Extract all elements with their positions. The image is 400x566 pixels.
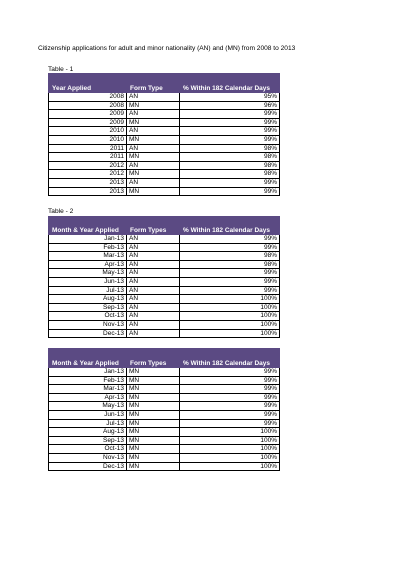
cell-percent: 99%	[180, 419, 280, 428]
cell-period: Feb-13	[49, 376, 127, 385]
cell-period: 2010	[49, 127, 127, 136]
cell-form-type: AN	[127, 110, 180, 119]
cell-period: 2012	[49, 170, 127, 179]
cell-form-type: AN	[127, 303, 180, 312]
table-row	[49, 252, 280, 261]
cell-percent: 100%	[180, 445, 280, 454]
table-row	[49, 127, 280, 136]
cell-form-type: MN	[127, 118, 180, 127]
cell-form-type: AN	[127, 93, 180, 102]
table-row	[49, 178, 280, 187]
cell-period: 2012	[49, 161, 127, 170]
table-1-caption: Table - 1	[48, 66, 74, 73]
cell-percent: 99%	[180, 402, 280, 411]
cell-form-type: MN	[127, 445, 180, 454]
table-row	[49, 153, 280, 162]
cell-percent: 98%	[180, 144, 280, 153]
cell-form-type: MN	[127, 402, 180, 411]
cell-percent: 99%	[180, 269, 280, 278]
cell-percent: 100%	[180, 295, 280, 304]
table-row	[49, 436, 280, 445]
cell-form-type: MN	[127, 385, 180, 394]
cell-percent: 98%	[180, 153, 280, 162]
cell-form-type: MN	[127, 170, 180, 179]
cell-form-type: AN	[127, 329, 180, 338]
cell-percent: 99%	[180, 243, 280, 252]
column-header-percent-within-182-days: % Within 182 Calendar Days	[180, 349, 280, 368]
cell-percent: 99%	[180, 127, 280, 136]
cell-period: Sep-13	[49, 303, 127, 312]
table-row	[49, 445, 280, 454]
cell-period: 2013	[49, 178, 127, 187]
table-row	[49, 402, 280, 411]
table-row	[49, 101, 280, 110]
cell-form-type: AN	[127, 295, 180, 304]
cell-period: May-13	[49, 402, 127, 411]
cell-form-type: AN	[127, 320, 180, 329]
column-header-year-applied: Year Applied	[49, 74, 127, 93]
table-row	[49, 135, 280, 144]
cell-form-type: MN	[127, 462, 180, 471]
table-row	[49, 235, 280, 244]
table-1	[48, 73, 280, 196]
cell-period: Mar-13	[49, 385, 127, 394]
table-row	[49, 419, 280, 428]
cell-form-type: AN	[127, 312, 180, 321]
table-row	[49, 187, 280, 196]
table-row	[49, 462, 280, 471]
table-row	[49, 277, 280, 286]
table-row	[49, 428, 280, 437]
cell-form-type: AN	[127, 286, 180, 295]
cell-percent: 99%	[180, 410, 280, 419]
table-row	[49, 269, 280, 278]
cell-period: Jul-13	[49, 419, 127, 428]
column-header-form-type: Form Type	[127, 74, 180, 93]
cell-period: 2008	[49, 93, 127, 102]
cell-period: Sep-13	[49, 436, 127, 445]
table-1-header-row	[49, 74, 280, 93]
cell-form-type: MN	[127, 453, 180, 462]
cell-form-type: AN	[127, 127, 180, 136]
cell-period: Mar-13	[49, 252, 127, 261]
column-header-month-year-applied: Month & Year Applied	[49, 349, 127, 368]
cell-percent: 100%	[180, 453, 280, 462]
cell-period: Jul-13	[49, 286, 127, 295]
cell-form-type: MN	[127, 153, 180, 162]
cell-period: 2013	[49, 187, 127, 196]
cell-form-type: MN	[127, 410, 180, 419]
table-3	[48, 348, 280, 471]
cell-percent: 99%	[180, 368, 280, 377]
table-2	[48, 216, 280, 338]
cell-form-type: MN	[127, 393, 180, 402]
cell-period: Oct-13	[49, 445, 127, 454]
table-row	[49, 393, 280, 402]
cell-period: Jun-13	[49, 277, 127, 286]
table-row	[49, 170, 280, 179]
cell-form-type: AN	[127, 269, 180, 278]
cell-form-type: MN	[127, 368, 180, 377]
cell-period: May-13	[49, 269, 127, 278]
cell-percent: 100%	[180, 329, 280, 338]
cell-period: 2008	[49, 101, 127, 110]
cell-percent: 99%	[180, 118, 280, 127]
cell-percent: 99%	[180, 393, 280, 402]
table-row	[49, 295, 280, 304]
cell-percent: 99%	[180, 178, 280, 187]
cell-period: Nov-13	[49, 320, 127, 329]
table-row	[49, 385, 280, 394]
cell-form-type: MN	[127, 101, 180, 110]
table-row	[49, 376, 280, 385]
table-2-header-row	[49, 217, 280, 235]
cell-period: 2011	[49, 153, 127, 162]
cell-period: 2009	[49, 110, 127, 119]
column-header-percent-within-182-days: % Within 182 Calendar Days	[180, 74, 280, 93]
cell-period: Feb-13	[49, 243, 127, 252]
table-row	[49, 453, 280, 462]
cell-form-type: AN	[127, 252, 180, 261]
cell-period: 2009	[49, 118, 127, 127]
cell-percent: 99%	[180, 235, 280, 244]
cell-period: Apr-13	[49, 260, 127, 269]
column-header-month-year-applied: Month & Year Applied	[49, 217, 127, 235]
cell-percent: 100%	[180, 436, 280, 445]
cell-form-type: AN	[127, 144, 180, 153]
cell-period: Jun-13	[49, 410, 127, 419]
cell-form-type: MN	[127, 428, 180, 437]
cell-percent: 100%	[180, 462, 280, 471]
cell-percent: 99%	[180, 376, 280, 385]
cell-percent: 95%	[180, 93, 280, 102]
table-row	[49, 286, 280, 295]
cell-period: Aug-13	[49, 295, 127, 304]
cell-form-type: MN	[127, 135, 180, 144]
cell-form-type: AN	[127, 161, 180, 170]
table-row	[49, 312, 280, 321]
cell-form-type: MN	[127, 419, 180, 428]
column-header-form-types: Form Types	[127, 217, 180, 235]
cell-period: Nov-13	[49, 453, 127, 462]
table-row	[49, 303, 280, 312]
cell-period: Jan-13	[49, 235, 127, 244]
cell-period: Apr-13	[49, 393, 127, 402]
document-title: Citizenship applications for adult and minor nationality (AN) and (MN) from 2008 to 2013	[38, 45, 296, 52]
table-row	[49, 243, 280, 252]
cell-percent: 100%	[180, 312, 280, 321]
column-header-form-types: Form Types	[127, 349, 180, 368]
cell-percent: 99%	[180, 286, 280, 295]
cell-form-type: MN	[127, 436, 180, 445]
table-row	[49, 161, 280, 170]
cell-percent: 99%	[180, 385, 280, 394]
cell-percent: 96%	[180, 101, 280, 110]
table-row	[49, 329, 280, 338]
cell-form-type: MN	[127, 187, 180, 196]
column-header-percent-within-182-days: % Within 182 Calendar Days	[180, 217, 280, 235]
cell-form-type: AN	[127, 235, 180, 244]
cell-percent: 98%	[180, 260, 280, 269]
table-row	[49, 118, 280, 127]
cell-period: Aug-13	[49, 428, 127, 437]
cell-period: 2010	[49, 135, 127, 144]
table-row	[49, 144, 280, 153]
table-row	[49, 260, 280, 269]
table-row	[49, 368, 280, 377]
table-row	[49, 110, 280, 119]
cell-period: 2011	[49, 144, 127, 153]
table-3-header-row	[49, 349, 280, 368]
cell-period: Dec-13	[49, 462, 127, 471]
cell-period: Dec-13	[49, 329, 127, 338]
cell-percent: 100%	[180, 428, 280, 437]
table-2-caption: Table - 2	[48, 208, 74, 215]
cell-form-type: AN	[127, 277, 180, 286]
cell-form-type: AN	[127, 260, 180, 269]
cell-percent: 99%	[180, 277, 280, 286]
cell-percent: 100%	[180, 303, 280, 312]
cell-form-type: AN	[127, 243, 180, 252]
cell-percent: 99%	[180, 187, 280, 196]
cell-form-type: MN	[127, 376, 180, 385]
cell-period: Oct-13	[49, 312, 127, 321]
cell-percent: 99%	[180, 110, 280, 119]
cell-percent: 98%	[180, 252, 280, 261]
table-row	[49, 320, 280, 329]
table-row	[49, 410, 280, 419]
cell-form-type: AN	[127, 178, 180, 187]
table-row	[49, 93, 280, 102]
cell-period: Jan-13	[49, 368, 127, 377]
cell-percent: 99%	[180, 135, 280, 144]
cell-percent: 98%	[180, 161, 280, 170]
cell-percent: 100%	[180, 320, 280, 329]
cell-percent: 98%	[180, 170, 280, 179]
